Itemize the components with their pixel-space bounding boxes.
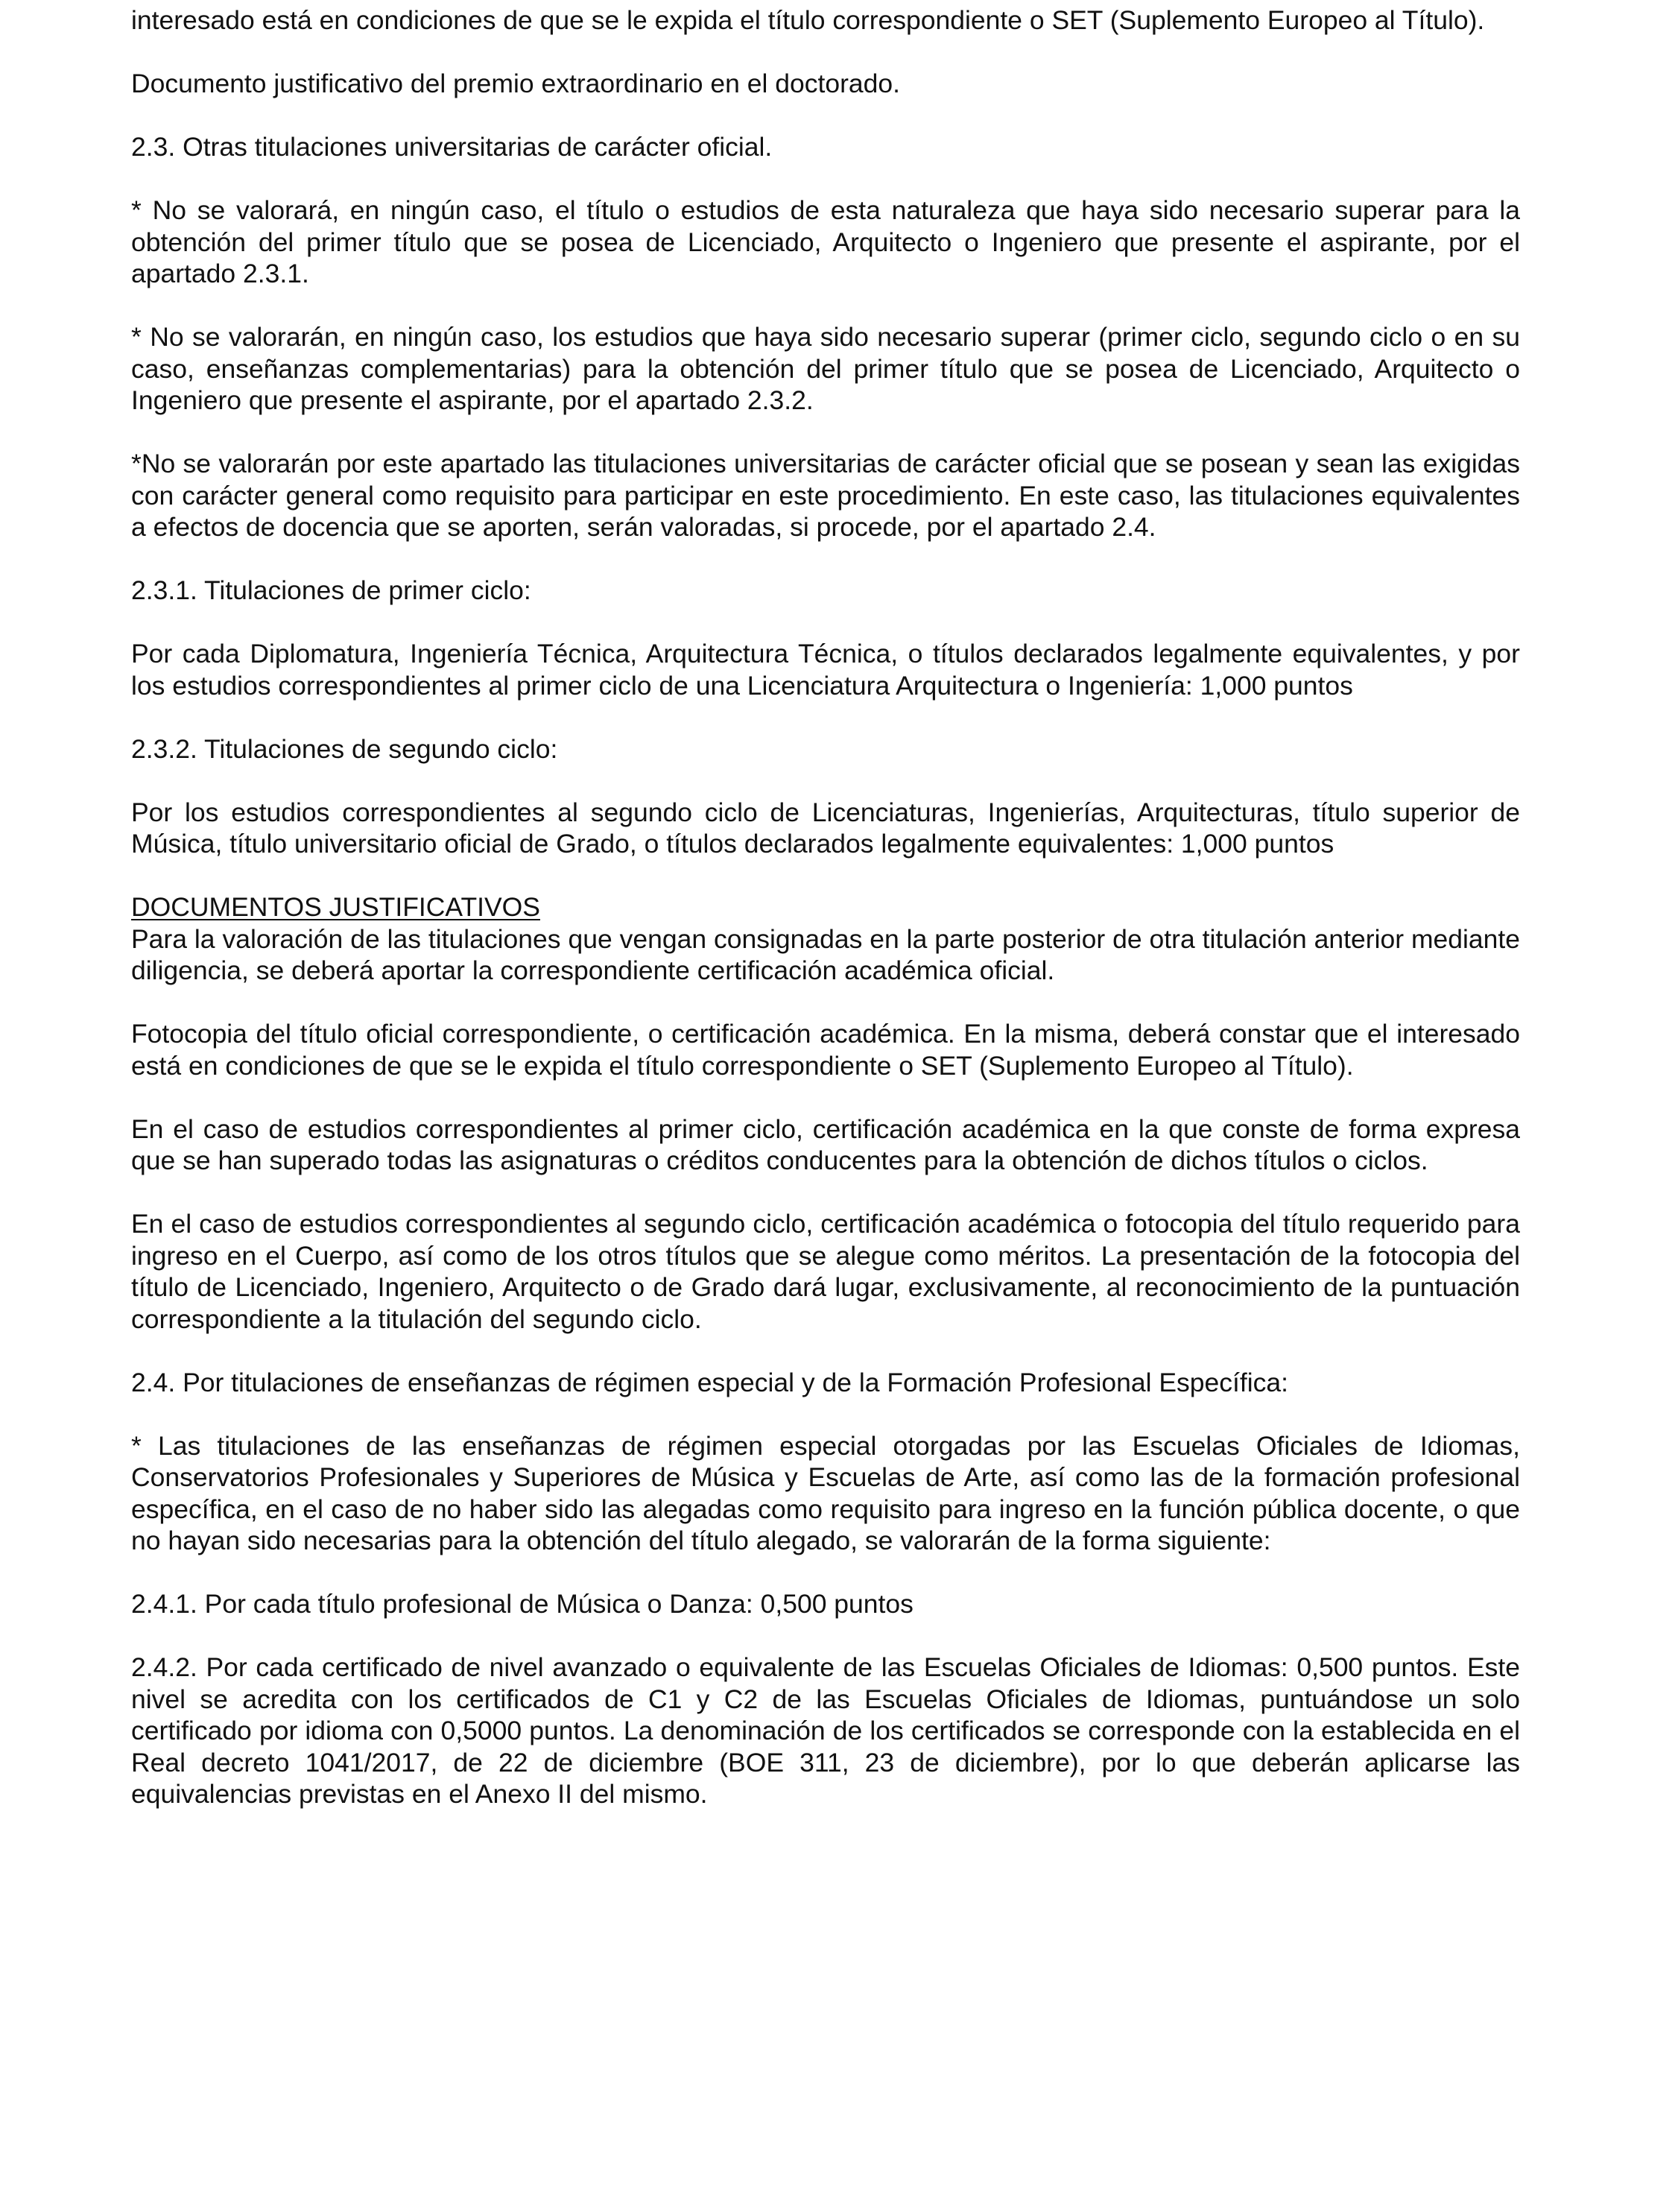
- paragraph-primer-ciclo: Por cada Diplomatura, Ingeniería Técnica, Arquitectura Técnica, o títulos declarados legalmente equivalentes, y por los estudios correspondientes al primer ciclo de una Licenciatura Arquitectura o Ingeniería: 1,000 puntos: [131, 639, 1520, 701]
- note-2-3-1-exclusion: * No se valorará, en ningún caso, el título o estudios de esta naturaleza que haya sido necesario superar para la obtención del primer título que se posea de Licenciado, Arquitecto o Ingeniero que presente el aspirante, por el apartado 2.3.1.: [131, 195, 1520, 288]
- note-titulaciones-exigidas: *No se valorarán por este apartado las titulaciones universitarias de carácter oficial que se posean y sean las exigidas con carácter general como requisito para participar en este procedimiento. En este caso, las titulaciones equivalentes a efectos de docencia que se aporten, serán valoradas, si procede, por el apartado 2.4.: [131, 449, 1520, 542]
- paragraph-estudios-segundo-ciclo: En el caso de estudios correspondientes al segundo ciclo, certificación académica o fotocopia del título requerido para ingreso en el Cuerpo, así como de los otros títulos que se alegue como méritos. La presentación de la fotocopia del título de Licenciado, Ingeniero, Arquitecto o de Grado dará lugar, exclusivamente, al reconocimiento de la puntuación correspondiente a la titulación del segundo ciclo.: [131, 1209, 1520, 1334]
- paragraph-segundo-ciclo: Por los estudios correspondientes al segundo ciclo de Licenciaturas, Ingenierías, Arquitecturas, título superior de Música, título universitario oficial de Grado, o títulos declarados legalmente equivalentes: 1,000 puntos: [131, 797, 1520, 859]
- section-heading-2-4: 2.4. Por titulaciones de enseñanzas de régimen especial y de la Formación Profesional Específica:: [131, 1367, 1289, 1397]
- note-regimen-especial: * Las titulaciones de las enseñanzas de régimen especial otorgadas por las Escuelas Oficiales de Idiomas, Conservatorios Profesionales y Superiores de Música y Escuelas de Arte, así como las de la formación profesional específica, en el caso de no haber sido las alegadas como requisito para ingreso en la función pública docente, o que no hayan sido necesarias para la obtención del título alegado, se valorarán de la forma siguiente:: [131, 1430, 1520, 1555]
- paragraph-premio-extraordinario: Documento justificativo del premio extraordinario en el doctorado.: [131, 69, 901, 98]
- paragraph-set-continuation: interesado está en condiciones de que se le expida el título correspondiente o SET (Suplemento Europeo al Título).: [131, 5, 1485, 35]
- paragraph-estudios-primer-ciclo: En el caso de estudios correspondientes al primer ciclo, certificación académica en la que conste de forma expresa que se han superado todas las asignaturas o créditos conducentes para la obtención de dichos títulos o ciclos.: [131, 1113, 1520, 1175]
- section-heading-2-3-1: 2.3.1. Titulaciones de primer ciclo:: [131, 575, 531, 605]
- item-2-4-2: 2.4.2. Por cada certificado de nivel avanzado o equivalente de las Escuelas Oficiales de Idiomas: 0,500 puntos. Este nivel se acredita con los certificados de C1 y C2 de las Escuelas Oficiales de Idiomas, puntuándose un solo certificado por idioma con 0,5000 puntos. La denominación de los certificados se corresponde con la establecida en el Real decreto 1041/2017, de 22 de diciembre (BOE 311, 23 de diciembre), por lo que deberán aplicarse las equivalencias previstas en el Anexo II del mismo.: [131, 1652, 1520, 1809]
- item-2-4-1: 2.4.1. Por cada título profesional de Música o Danza: 0,500 puntos: [131, 1589, 914, 1619]
- paragraph-fotocopia-titulo: Fotocopia del título oficial correspondiente, o certificación académica. En la misma, deberá constar que el interesado está en condiciones de que se le expida el título correspondiente o SET (Suplemento Europeo al Título).: [131, 1019, 1520, 1081]
- heading-documentos-justificativos: DOCUMENTOS JUSTIFICATIVOS: [131, 892, 540, 922]
- paragraph-diligencia: Para la valoración de las titulaciones que vengan consignadas en la parte posterior de otra titulación anterior mediante diligencia, se deberá aportar la correspondiente certificación académica oficial.: [131, 923, 1520, 985]
- section-heading-2-3-2: 2.3.2. Titulaciones de segundo ciclo:: [131, 733, 558, 764]
- document-page: [131, 4, 1520, 1842]
- section-heading-2-3: 2.3. Otras titulaciones universitarias de carácter oficial.: [131, 132, 773, 162]
- note-2-3-2-exclusion: * No se valorarán, en ningún caso, los estudios que haya sido necesario superar (primer ciclo, segundo ciclo o en su caso, enseñanzas complementarias) para la obtención del primer título que se posea de Licenciado, Arquitecto o Ingeniero que presente el aspirante, por el apartado 2.3.2.: [131, 322, 1520, 415]
